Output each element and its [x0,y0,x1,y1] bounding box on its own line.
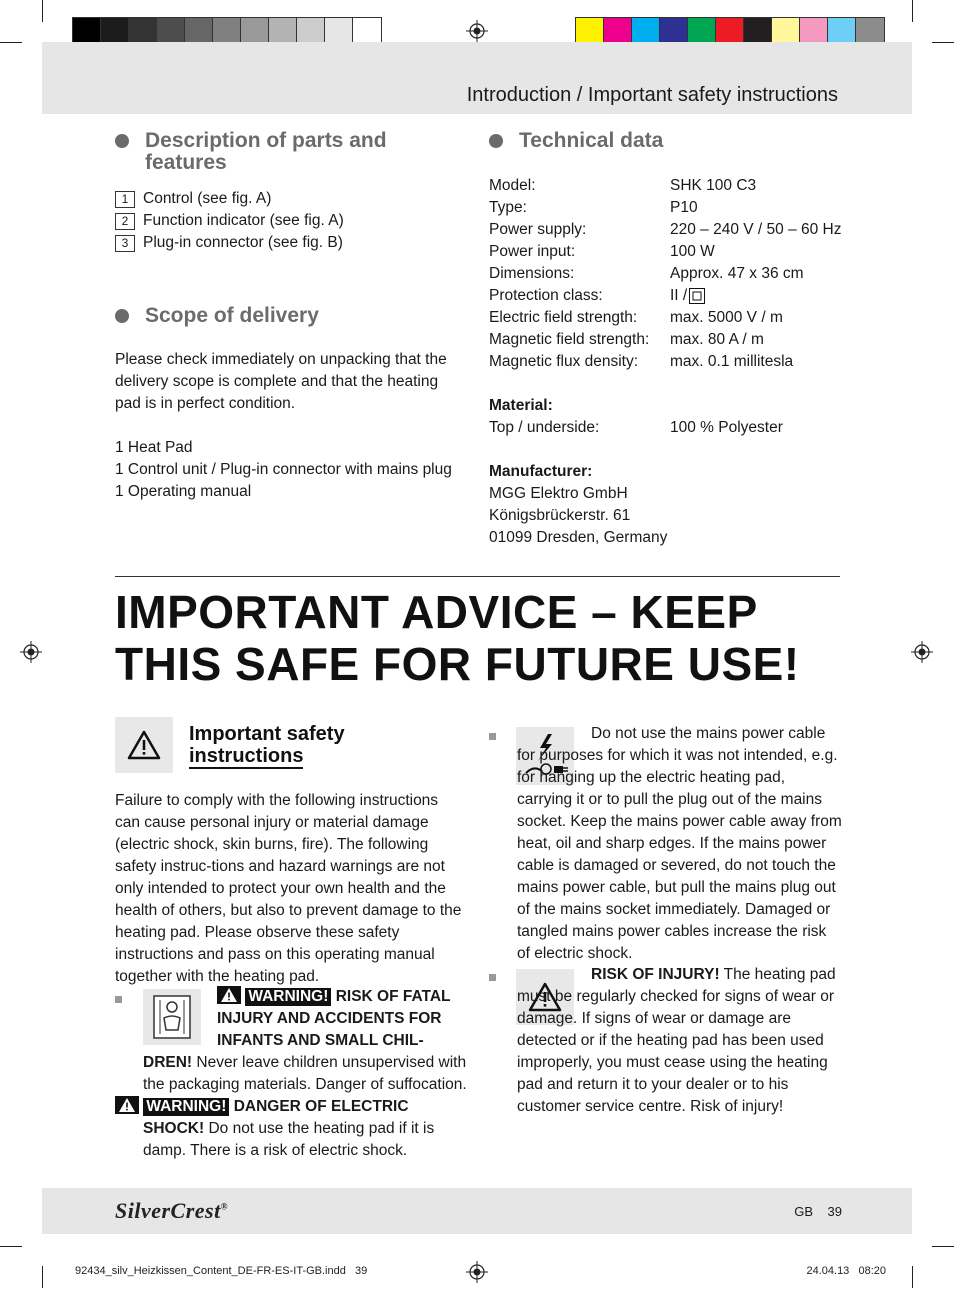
table-value: P10 [670,199,698,216]
list-item [115,210,460,232]
parts-section [115,130,460,254]
safety-heading-line: Important safety [189,723,345,745]
title-line: IMPORTANT ADVICE – KEEP [115,586,758,638]
safety-heading-line: instructions [189,745,304,767]
list-item: 1 Heat Pad [115,439,193,456]
list-item [115,232,460,254]
crop-mark [42,1266,43,1288]
table-key: Top / underside: [489,419,600,436]
delivery-heading-text: Scope of delivery [145,304,319,327]
table-row [489,307,844,329]
main-advice-title [115,586,800,690]
table-value: 220 – 240 V / 50 – 60 Hz [670,221,842,238]
parts-list [115,188,460,254]
manufacturer-label: Manufacturer: [489,463,593,480]
warning-body [115,1118,468,1162]
warning-triangle-icon [217,986,241,1004]
table-key: Power input: [489,243,576,260]
table-row [489,175,844,197]
bullet-dot-icon [115,309,129,323]
page-header-title: Introduction / Important safety instructions [466,84,838,106]
table-value: 100 W [670,243,715,260]
date-slug: 24.04.13 08:20 [806,1265,886,1277]
table-row [489,241,844,263]
warning-heading-text: RISK OF FATAL [335,988,451,1005]
crop-mark [42,0,43,22]
manufacturer-line: Königsbrückerstr. 61 [489,507,631,524]
delivery-heading [115,305,460,327]
warning-badge: WARNING! [245,988,331,1006]
warning-badge: WARNING! [143,1098,229,1116]
table-row [489,351,844,373]
part-label: Control (see fig. A) [143,190,272,207]
table-key: Electric field strength: [489,309,638,326]
manufacturer-line: 01099 Dresden, Germany [489,529,668,546]
section-divider [115,576,840,577]
safety-heading [189,723,345,773]
file-slug: 92434_silv_Heizkissen_Content_DE-FR-ES-IT-GB.indd 39 [75,1265,368,1277]
part-label: Function indicator (see fig. A) [143,212,344,229]
part-number: 3 [115,235,135,252]
registration-mark-icon [911,641,933,663]
safety-heading-row [115,717,467,773]
title-line: THIS SAFE FOR FUTURE USE! [115,638,800,690]
table-key: Dimensions: [489,265,575,282]
warning-text: Do not use the heating pad if it is damp. There is a risk of electric shock. [143,1120,435,1159]
injury-warning-text [517,964,843,1118]
delivery-section [115,305,460,503]
parts-heading-text: Description of parts and features [145,129,387,174]
warning-heading-text: INFANTS AND SMALL CHIL- [217,1032,424,1049]
tech-heading [489,130,844,152]
bullet-dot-icon [115,134,129,148]
bullet-square-icon [489,733,496,740]
brand-logo [115,1198,228,1224]
warning-body [143,1052,468,1096]
crop-mark [932,42,954,43]
crop-mark [0,1246,22,1247]
safety-intro: Failure to comply with the following instructions can cause personal injury or material damage (electric shock, skin burns, fire). The following safety instruc-tions and hazard warnings are not only intended to protect your own health and the health of others, but also to prevent damage to the heating pad. Please observe these safety instructions and pass on this operating manual together with the heating pad. [115,792,462,985]
trademark-mark: ® [220,1201,228,1212]
list-item [115,188,460,210]
brand-logo-text: SilverCrest [115,1198,221,1223]
parts-heading [115,130,460,174]
warning-heading-text: INJURY AND ACCIDENTS FOR [217,1010,442,1027]
table-value: max. 0.1 millitesla [670,353,794,370]
cable-warning-text: Do not use the mains power cable for purposes for which it was not intended, e.g. for hanging up the electric heating pad, carrying it or to pull the plug out of the mains socket. Keep the mains power cable away from heat, oil and sharp edges. If the mains power cable is damaged or severed, do not touch the mains power cable, but pull the mains plug out of the mains socket immediately. Damaged or tangled mains power cables increase the risk of electric shock. [517,725,842,962]
part-number: 1 [115,191,135,208]
table-value: II / [670,287,688,304]
registration-mark-icon [466,1261,488,1283]
warning-text: The heating pad must be regularly checked for signs of wear or damage. If signs of wear or damage are detected or if the heating pad has been used improperly, you must cease using the heating pad and return it to your dealer or to his customer service centre. Risk of injury! [517,966,836,1115]
warning-heading-text: DANGER OF ELECTRIC [233,1098,409,1115]
crop-mark [912,1266,913,1288]
crop-mark [932,1246,954,1247]
protection-class-ii-icon [689,288,705,304]
bullet-square-icon [115,996,122,1003]
table-key: Power supply: [489,221,587,238]
tech-table [489,175,844,373]
table-key: Type: [489,199,527,216]
material-label: Material: [489,397,553,414]
page-number: GB 39 [794,1204,842,1219]
table-key: Magnetic flux density: [489,353,639,370]
safety-left-column [115,717,467,988]
warning-block-1 [143,986,468,1096]
manufacturer-line: MGG Elektro GmbH [489,485,628,502]
warning-text: Never leave children unsupervised with the packaging materials. Danger of suffocation. [143,1054,467,1093]
list-item: 1 Operating manual [115,483,252,500]
warning-heading [143,986,468,1052]
table-value: Approx. 47 x 36 cm [670,265,804,282]
warning-heading [115,1096,468,1118]
table-value: max. 5000 V / m [670,309,783,326]
crop-mark [912,0,913,22]
table-row [489,197,844,219]
tech-heading-text: Technical data [519,129,664,152]
table-row [489,285,844,307]
warning-block-2 [115,1096,468,1162]
warning-heading-text: SHOCK! [143,1120,205,1137]
table-key: Protection class: [489,287,603,304]
table-value: max. 80 A / m [670,331,764,348]
table-row [489,219,844,241]
warning-heading-text: DREN! [143,1054,193,1071]
registration-mark-icon [20,641,42,663]
bullet-square-icon [489,974,496,981]
part-number: 2 [115,213,135,230]
table-key: Model: [489,177,536,194]
registration-mark-icon [466,20,488,42]
crop-mark [0,42,22,43]
part-label: Plug-in connector (see fig. B) [143,234,343,251]
table-value: SHK 100 C3 [670,177,757,194]
warning-triangle-icon [115,717,173,773]
list-item: 1 Control unit / Plug-in connector with mains plug [115,461,452,478]
bullet-dot-icon [489,134,503,148]
warning-heading-text: RISK OF INJURY! [591,966,720,983]
table-value: 100 % Polyester [670,419,783,436]
table-row [489,263,844,285]
table-key: Magnetic field strength: [489,331,650,348]
delivery-text: Please check immediately on unpacking that the delivery scope is complete and that the heating pad is in perfect condition. [115,351,447,412]
tech-section [489,130,844,549]
warning-triangle-icon [115,1096,139,1114]
table-row [489,329,844,351]
table-row [489,417,844,439]
